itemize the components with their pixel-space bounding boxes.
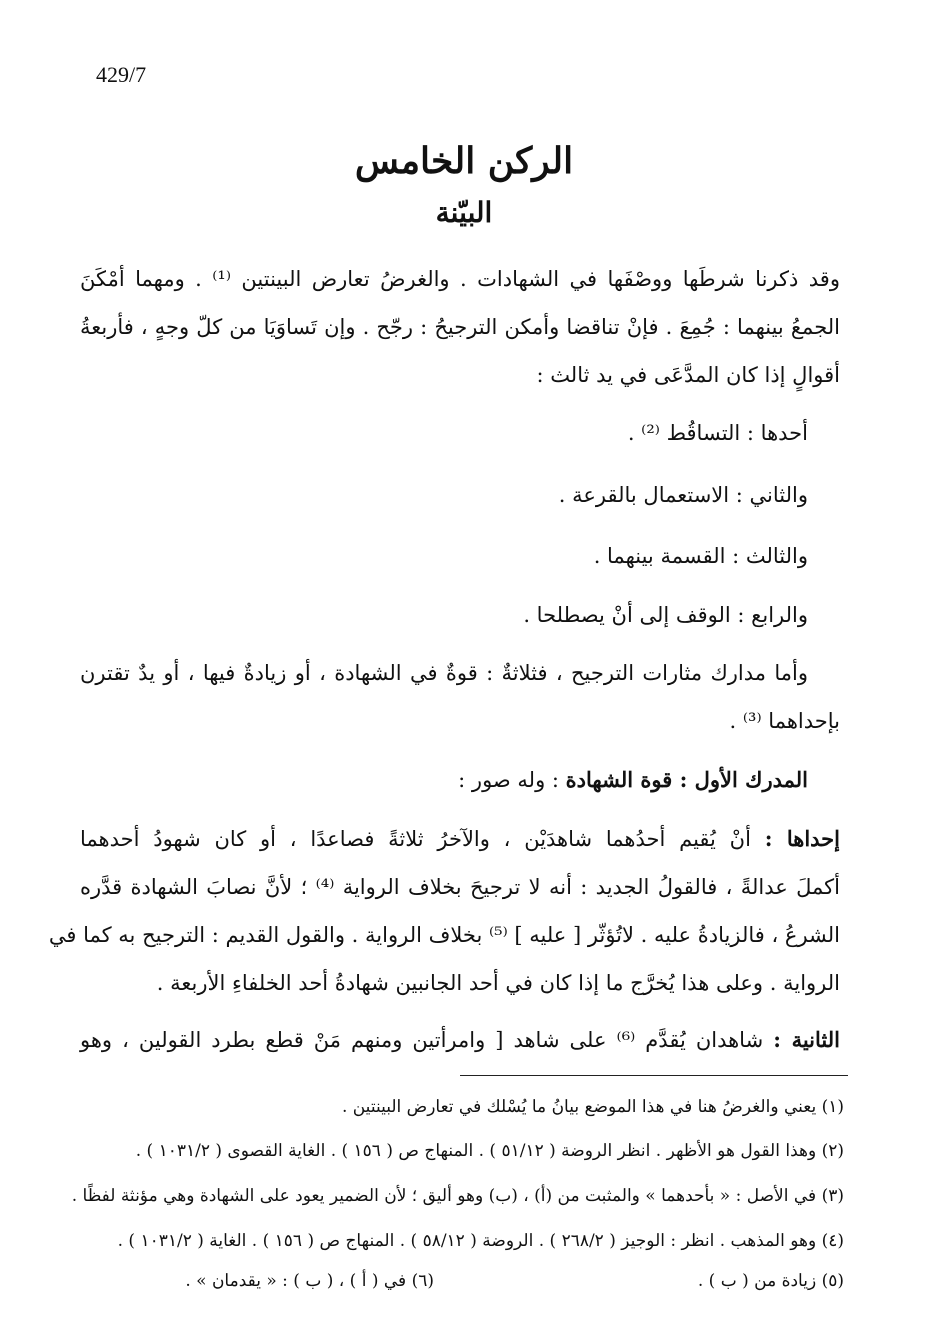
madarik-line-2: بإحداهما ⁽³⁾ . xyxy=(729,709,840,733)
madarik-line-1: وأما مدارك مثارات الترجيح ، فثلاثةٌ : قوةٌ في الشهادة ، أو زيادةٌ فيها ، أو يدٌ تقترن xyxy=(80,661,808,685)
first-form-line-2: أكملَ عدالةً ، فالقولُ الجديد : أنه لا ترجيحَ بخلاف الرواية ⁽⁴⁾ ؛ لأنَّ نصابَ الشهادة قدَّره xyxy=(80,875,840,899)
second-form-label: الثانية : xyxy=(773,1027,840,1052)
footnote-separator xyxy=(460,1075,848,1076)
second-form-line xyxy=(80,1025,840,1055)
footnote-3: (٣) في الأصل : « بأحدهما » والمثبت من (أ) ، (ب) وهو أليق ؛ لأن الضمير يعود على الشهادة وهي مؤنثة لفظًا . xyxy=(71,1186,844,1206)
footnote-6: (٦) في ( أ ) ، ( ب ) : « يقدمان » . xyxy=(185,1271,434,1291)
footnote-4: (٤) وهو المذهب . انظر : الوجيز ( ٢٦٨/٢ ) . الروضة ( ٥٨/١٢ ) . المنهاج ص ( ١٥٦ ) . الغاية ( ١٠٣١/٢ ) . xyxy=(117,1231,844,1251)
section-heading-title: المدرك الأول : قوة الشهادة xyxy=(565,767,808,792)
intro-line-2: الجمعُ بينهما : جُمِعَ . فإنْ تناقضا وأمكن الترجيحُ : رجّح . وإن تَساوَيَا من كلّ وجهٍ ، فأربعةُ xyxy=(80,315,840,339)
first-form-line-3: الشرعُ ، فالزيادةُ عليه . لاتُؤثّر [ عليه ] ⁽⁵⁾ بخلاف الرواية . والقول القديم : الترجيح به كما في xyxy=(48,923,840,947)
page-number: 429/7 xyxy=(96,62,147,87)
first-form-label: إحداها : xyxy=(764,826,840,851)
opinion-item-4: والرابع : الوقف إلى أنْ يصطلحا . xyxy=(523,603,808,627)
footnote-1: (١) يعني والغرضُ هنا في هذا الموضع بيانُ ما يُسْلك في تعارض البينتين . xyxy=(341,1097,844,1117)
intro-line-1: وقد ذكرنا شرطَها ووصْفَها في الشهادات . والغرضُ تعارض البينتين ⁽¹⁾ . ومهما أمْكَنَ xyxy=(80,267,840,291)
footnote-5: (٥) زيادة من ( ب ) . xyxy=(697,1271,844,1291)
footnote-2: (٢) وهذا القول هو الأظهر . انظر الروضة ( ٥١/١٢ ) . المنهاج ص ( ١٥٦ ) . الغاية القصوى ( ١٠٣١/٢ ) . xyxy=(135,1141,844,1161)
opinion-item-2: والثاني : الاستعمال بالقرعة . xyxy=(558,483,808,507)
opinion-item-3: والثالث : القسمة بينهما . xyxy=(593,544,808,568)
chapter-subtitle: البيّنة xyxy=(435,196,493,229)
intro-line-3: أقوالٍ إذا كان المدَّعَى في يد ثالث : xyxy=(536,363,840,387)
chapter-title: الركن الخامس xyxy=(354,140,574,182)
section-heading-tail: : وله صور : xyxy=(458,768,566,792)
first-form-line-4: الرواية . وعلى هذا يُخرَّج ما إذا كان في أحد الجانبين شهادةُ أحد الخلفاءِ الأربعة . xyxy=(156,971,840,995)
first-form-text: أنْ يُقيم أحدُهما شاهدَيْن ، والآخرُ ثلاثةً فصاعدًا ، أو كان شهودُ أحدهما xyxy=(80,827,765,851)
second-form-text: شاهدان يُقدَّم ⁽⁶⁾ على شاهد [ وامرأتين ومنهم مَنْ قطع بطرد القولين ، وهو xyxy=(80,1028,774,1052)
first-form-line-1 xyxy=(80,824,840,854)
section-heading xyxy=(48,765,808,795)
opinion-item-1: أحدها : التساقُط ⁽²⁾ . xyxy=(627,421,808,445)
